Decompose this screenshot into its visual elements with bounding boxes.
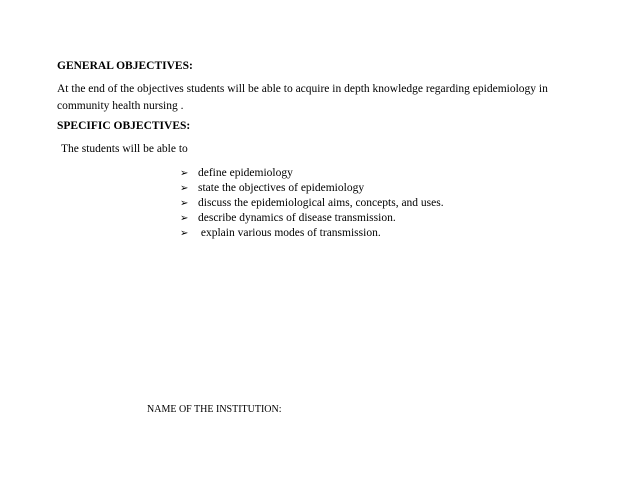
arrow-bullet-icon: ➢ <box>180 183 189 194</box>
list-item <box>180 196 444 211</box>
general-objectives-line-2: community health nursing . <box>57 100 184 112</box>
specific-objectives-intro: The students will be able to <box>61 143 188 155</box>
general-objectives-paragraph <box>57 81 557 115</box>
arrow-bullet-icon: ➢ <box>180 228 189 239</box>
list-item-text: define epidemiology <box>198 167 293 179</box>
list-item-text: explain various modes of transmission. <box>198 227 381 239</box>
arrow-bullet-icon: ➢ <box>180 168 189 179</box>
list-item <box>180 226 444 241</box>
arrow-bullet-icon: ➢ <box>180 198 189 209</box>
list-item <box>180 181 444 196</box>
list-item-text: discuss the epidemiological aims, concepts, and uses. <box>198 197 444 209</box>
institution-name-label: NAME OF THE INSTITUTION: <box>147 404 282 415</box>
list-item <box>180 211 444 226</box>
list-item-text: describe dynamics of disease transmission. <box>198 212 396 224</box>
specific-objectives-heading: SPECIFIC OBJECTIVES: <box>57 120 191 132</box>
general-objectives-line-1: At the end of the objectives students will be able to acquire in depth knowledge regarding epidemiology in <box>57 83 548 95</box>
specific-objectives-list <box>180 166 444 241</box>
general-objectives-heading: GENERAL OBJECTIVES: <box>57 60 193 72</box>
list-item <box>180 166 444 181</box>
list-item-text: state the objectives of epidemiology <box>198 182 365 194</box>
arrow-bullet-icon: ➢ <box>180 213 189 224</box>
